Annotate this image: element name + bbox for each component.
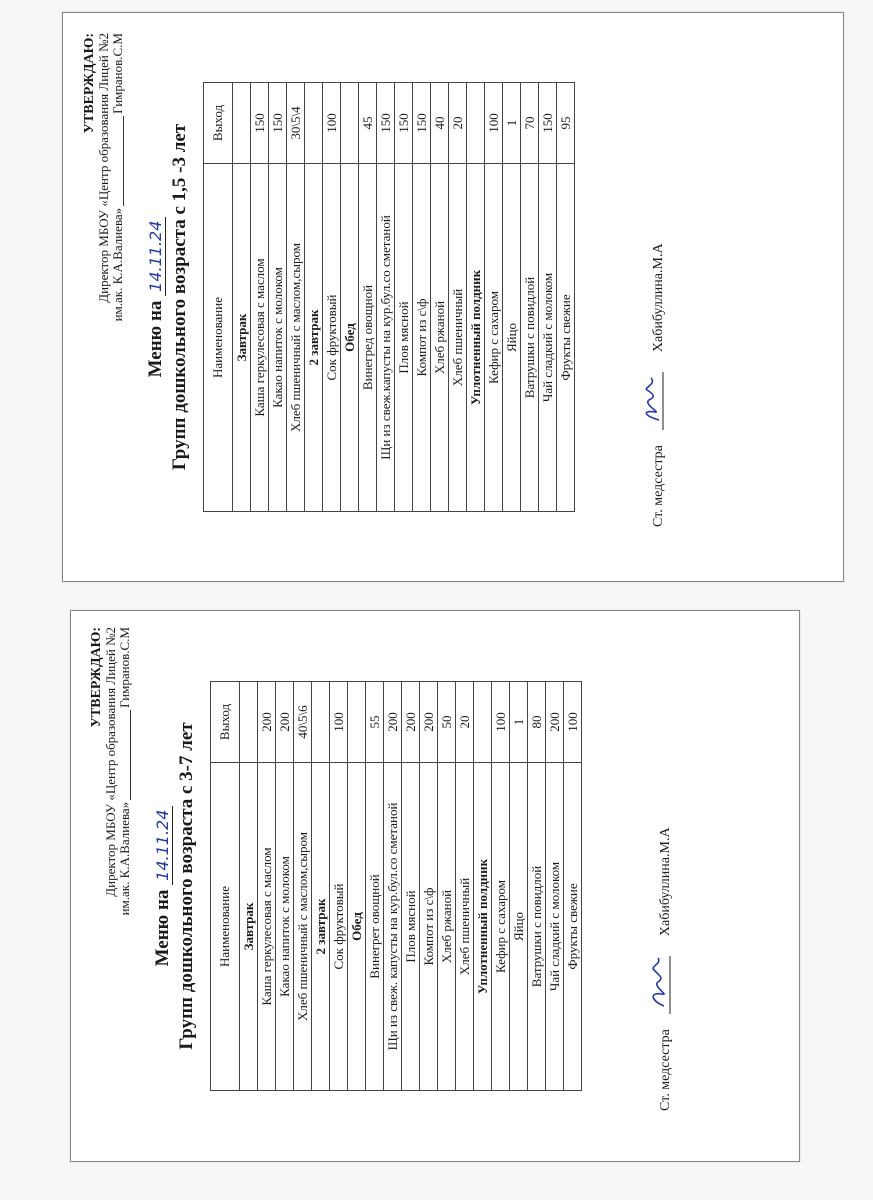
section-title: Обед [348, 763, 366, 1091]
dish-portion: 150 [269, 83, 287, 164]
dish-name: Сок фруктовый [330, 763, 348, 1091]
menu-table-body [233, 83, 575, 512]
dish-name: Компот из с\ф [420, 763, 438, 1091]
dish-portion: 1 [503, 83, 521, 164]
menu-prefix: Меню на [145, 300, 166, 378]
header-value: Выход [211, 682, 240, 763]
menu-date: 14.11.24 [146, 217, 166, 296]
menu-title [145, 27, 167, 567]
dish-portion: 150 [395, 83, 413, 164]
signature-block [642, 621, 674, 1151]
menu-date: 14.11.24 [153, 806, 173, 885]
section-row [341, 83, 359, 512]
menu-sheet-preschool [70, 610, 800, 1162]
dish-name: Компот из с\ф [413, 164, 431, 512]
section-value-cell [341, 83, 359, 164]
dish-portion: 200 [384, 682, 402, 763]
dish-name: Хлеб пшеничный [456, 763, 474, 1091]
table-row [485, 83, 503, 512]
dish-portion: 95 [557, 83, 575, 164]
table-row [395, 83, 413, 512]
approval-line-2 [118, 627, 132, 1151]
dish-name: Ватрушки с повидлой [521, 164, 539, 512]
dish-name: Хлеб пшеничный с маслом,сыром [287, 164, 305, 512]
header-name: Наименование [204, 164, 233, 512]
dish-portion: 100 [323, 83, 341, 164]
dish-portion: 20 [449, 83, 467, 164]
signature-name: Хабибуллина.М.А [651, 243, 666, 353]
table-row [420, 682, 438, 1091]
dish-name: Плов мясной [402, 763, 420, 1091]
table-row [287, 83, 305, 512]
dish-portion: 45 [359, 83, 377, 164]
dish-name: Чай сладкий с молоком [539, 164, 557, 512]
dish-name: Щи из свеж. капусты на кур.бул.со сметаной [384, 763, 402, 1091]
signature-line [123, 116, 124, 206]
table-row [251, 83, 269, 512]
section-row [474, 682, 492, 1091]
dish-portion: 100 [564, 682, 582, 763]
menu-heading [152, 621, 198, 1151]
section-value-cell [240, 682, 258, 763]
menu-prefix: Меню на [152, 889, 173, 967]
dish-portion: 150 [377, 83, 395, 164]
section-row [305, 83, 323, 512]
table-row [557, 83, 575, 512]
table-row [276, 682, 294, 1091]
table-row [521, 83, 539, 512]
table-row [413, 83, 431, 512]
dish-name: Плов мясной [395, 164, 413, 512]
table-row [402, 682, 420, 1091]
dish-name: Кефир с сахаром [485, 164, 503, 512]
dish-name: Яйцо [510, 763, 528, 1091]
menu-group: Групп дошкольного возраста с 1,5 -3 лет [169, 123, 190, 471]
approval-school: им.ак. К.А.Валиева» [110, 207, 125, 322]
approval-title: УТВЕРЖДАЮ: [82, 33, 97, 134]
approval-director: Гимранов.С.М [117, 627, 132, 708]
dish-portion: 200 [420, 682, 438, 763]
table-row [528, 682, 546, 1091]
menu-title [152, 621, 174, 1151]
menu-sheet-toddlers [62, 12, 844, 582]
approval-line: Директор МБОУ «Центр образования Лицей №2 [103, 627, 118, 897]
approval-line: Директор МБОУ «Центр образования Лицей №2 [96, 33, 111, 303]
dish-name: Хлеб пшеничный [449, 164, 467, 512]
dish-portion: 200 [258, 682, 276, 763]
dish-name: Хлеб ржаной [431, 164, 449, 512]
table-row [456, 682, 474, 1091]
dish-portion: 20 [456, 682, 474, 763]
dish-name: Каша геркулесовая с маслом [258, 763, 276, 1091]
dish-name: Винегред овощной [359, 164, 377, 512]
table-row [377, 83, 395, 512]
dish-name: Винегрет овощной [366, 763, 384, 1091]
dish-portion: 100 [330, 682, 348, 763]
table-row [438, 682, 456, 1091]
section-value-cell [305, 83, 323, 164]
dish-portion: 50 [438, 682, 456, 763]
table-row [539, 83, 557, 512]
dish-name: Фрукты свежие [564, 763, 582, 1091]
dish-name: Хлеб ржаной [438, 763, 456, 1091]
dish-portion: 30\5\4 [287, 83, 305, 164]
table-row [366, 682, 384, 1091]
section-row [467, 83, 485, 512]
table-header-row [204, 83, 233, 512]
section-row [240, 682, 258, 1091]
dish-portion: 150 [251, 83, 269, 164]
approval-director: Гимранов.С.М [110, 33, 125, 114]
table-row [503, 83, 521, 512]
menu-group: Групп дошкольного возраста с 3-7 лет [176, 722, 197, 1050]
section-row [348, 682, 366, 1091]
table-row [449, 83, 467, 512]
dish-portion: 200 [276, 682, 294, 763]
table-row [510, 682, 528, 1091]
dish-name: Какао напиток с молоком [269, 164, 287, 512]
signature-role: Ст. медсестра [658, 1029, 673, 1111]
table-row [384, 682, 402, 1091]
menu-table-body [240, 682, 582, 1091]
section-title: Уплотненный полдник [467, 164, 485, 512]
section-title: Уплотненный полдник [474, 763, 492, 1091]
dish-portion: 150 [413, 83, 431, 164]
table-row [269, 83, 287, 512]
section-value-cell [474, 682, 492, 763]
handwritten-signature [642, 948, 674, 1018]
dish-portion: 70 [521, 83, 539, 164]
section-title: Обед [341, 164, 359, 512]
dish-name: Фрукты свежие [557, 164, 575, 512]
dish-name: Сок фруктовый [323, 164, 341, 512]
section-value-cell [233, 83, 251, 164]
table-row [294, 682, 312, 1091]
dish-name: Щи из свеж.капусты на кур.бул.со сметаной [377, 164, 395, 512]
signature-block [635, 27, 667, 567]
table-row [359, 83, 377, 512]
approval-block [80, 621, 132, 1151]
sheet-content [80, 621, 790, 1151]
menu-table [203, 82, 575, 512]
dish-portion: 200 [546, 682, 564, 763]
table-row [546, 682, 564, 1091]
section-title: Завтрак [240, 763, 258, 1091]
approval-block [73, 27, 125, 567]
section-value-cell [467, 83, 485, 164]
dish-portion: 200 [402, 682, 420, 763]
dish-portion: 40\5\6 [294, 682, 312, 763]
section-row [233, 83, 251, 512]
menu-heading [145, 27, 191, 567]
table-row [323, 83, 341, 512]
signature-name: Хабибуллина.М.А [658, 827, 673, 937]
dish-portion: 100 [485, 83, 503, 164]
handwritten-signature [635, 364, 667, 434]
dish-portion: 1 [510, 682, 528, 763]
header-value: Выход [204, 83, 233, 164]
dish-name: Ватрушки с повидлой [528, 763, 546, 1091]
approval-line-2 [111, 33, 125, 567]
table-row [258, 682, 276, 1091]
table-row [492, 682, 510, 1091]
section-title: 2 завтрак [305, 164, 323, 512]
section-value-cell [312, 682, 330, 763]
section-row [312, 682, 330, 1091]
header-name: Наименование [211, 763, 240, 1091]
table-header-row [211, 682, 240, 1091]
table-row [564, 682, 582, 1091]
dish-name: Какао напиток с молоком [276, 763, 294, 1091]
table-row [330, 682, 348, 1091]
menu-table [210, 681, 582, 1091]
section-title: Завтрак [233, 164, 251, 512]
dish-name: Кефир с сахаром [492, 763, 510, 1091]
section-title: 2 завтрак [312, 763, 330, 1091]
dish-portion: 80 [528, 682, 546, 763]
signature-line [130, 710, 131, 800]
dish-name: Яйцо [503, 164, 521, 512]
table-row [431, 83, 449, 512]
dish-portion: 40 [431, 83, 449, 164]
approval-title: УТВЕРЖДАЮ: [89, 627, 104, 728]
dish-portion: 150 [539, 83, 557, 164]
section-value-cell [348, 682, 366, 763]
signature-role: Ст. медсестра [651, 445, 666, 527]
dish-name: Чай сладкий с молоком [546, 763, 564, 1091]
dish-portion: 100 [492, 682, 510, 763]
dish-name: Хлеб пшеничный с маслом,сыром [294, 763, 312, 1091]
sheet-content [73, 27, 833, 567]
approval-school: им.ак. К.А.Валиева» [117, 801, 132, 916]
dish-portion: 55 [366, 682, 384, 763]
dish-name: Каша геркулесовая с маслом [251, 164, 269, 512]
